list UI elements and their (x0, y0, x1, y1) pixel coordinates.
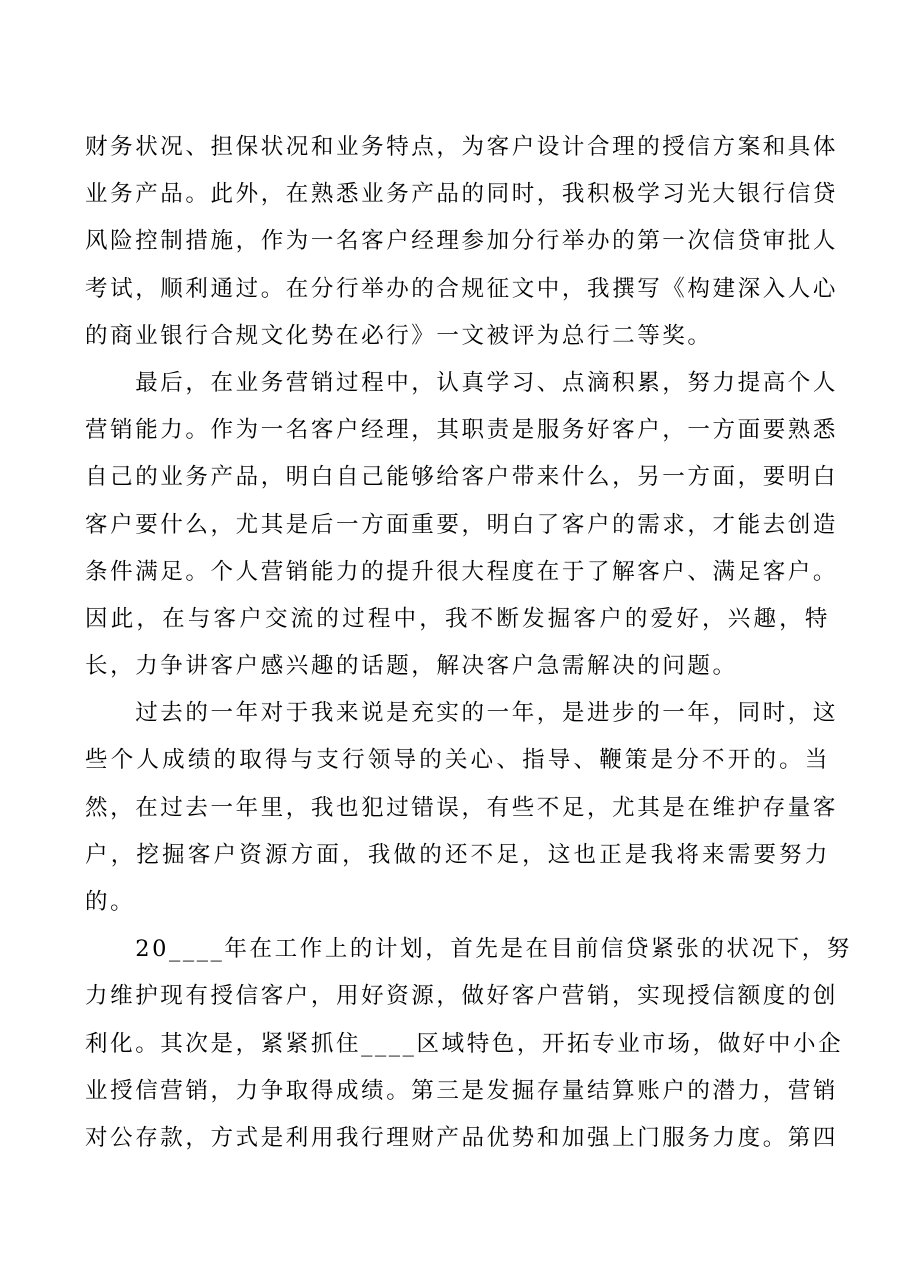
text-line: 条件满足。个人营销能力的提升很大程度在于了解客户、满足客户。 (85, 558, 839, 585)
text-line: 自己的业务产品，明白自己能够给客户带来什么，另一方面，要明白 (85, 464, 839, 491)
text-line: 的。 (85, 889, 136, 915)
text-line: 营销能力。作为一名客户经理，其职责是服务好客户，一方面要熟悉 (85, 417, 839, 444)
text-line: 力维护现有授信客户，用好资源，做好客户营销，实现授信额度的创 (85, 983, 839, 1010)
text-line: 利化。其次是，紧紧抓住____区域特色，开拓专业市场，做好中小企 (85, 1030, 844, 1057)
text-line: 风险控制措施，作为一名客户经理参加分行举办的第一次信贷审批人 (85, 228, 839, 255)
text-line: 财务状况、担保状况和业务特点，为客户设计合理的授信方案和具体 (85, 134, 839, 160)
text-line: 过去的一年对于我来说是充实的一年，是进步的一年，同时，这 (85, 700, 839, 727)
text-line: 户，挖掘客户资源方面，我做的还不足，这也正是我将来需要努力 (85, 841, 830, 868)
text-line: 业务产品。此外，在熟悉业务产品的同时，我积极学习光大银行信贷 (85, 181, 839, 208)
text-line: 些个人成绩的取得与支行领导的关心、指导、鞭策是分不开的。当 (85, 747, 830, 774)
text-line: 因此，在与客户交流的过程中，我不断发掘客户的爱好，兴趣，特 (85, 605, 830, 632)
text-line: 然，在过去一年里，我也犯过错误，有些不足，尤其是在维护存量客 (85, 794, 839, 821)
body-text (85, 124, 852, 1162)
text-line: 的商业银行合规文化势在必行》一文被评为总行二等奖。 (85, 322, 713, 349)
text-line: 考试，顺利通过。在分行举办的合规征文中，我撰写《构建深入人心 (85, 275, 839, 302)
text-line: 长，力争讲客户感兴趣的话题，解决客户急需解决的问题。 (85, 653, 738, 680)
text-line: 业授信营销，力争取得成绩。第三是发掘存量结算账户的潜力，营销 (85, 1077, 839, 1104)
text-line: 对公存款，方式是利用我行理财产品优势和加强上门服务力度。第四 (85, 1124, 839, 1151)
text-line: 客户要什么，尤其是后一方面重要，明白了客户的需求，才能去创造 (85, 511, 839, 538)
text-line: 最后，在业务营销过程中，认真学习、点滴积累，努力提高个人 (85, 369, 839, 396)
text-line: 20____年在工作上的计划，首先是在目前信贷紧张的状况下，努 (85, 936, 852, 963)
